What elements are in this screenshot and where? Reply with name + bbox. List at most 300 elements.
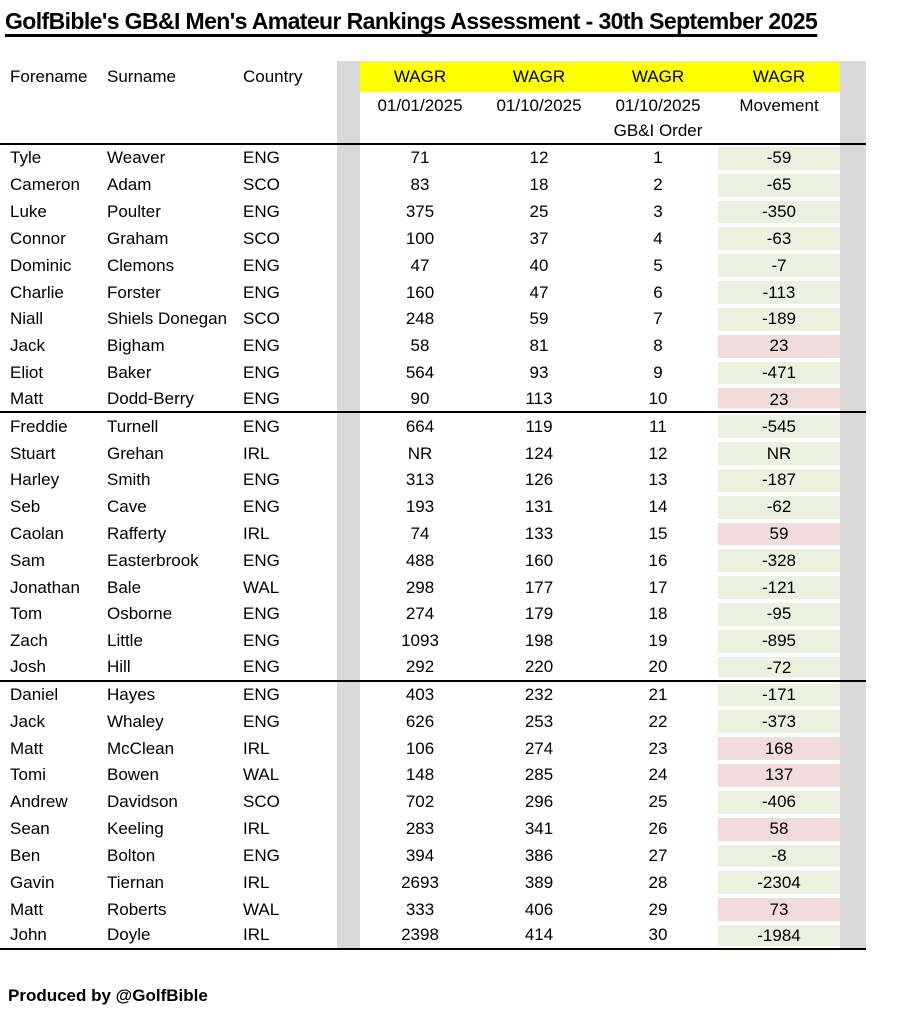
cell-surname: Rafferty xyxy=(107,524,167,543)
table-row xyxy=(0,762,866,789)
cell-movement: 23 xyxy=(718,386,840,413)
cell-wagr-jan: 375 xyxy=(405,202,435,222)
cell-movement: -95 xyxy=(718,601,840,628)
spacer-column xyxy=(337,386,360,413)
spacer-column-right xyxy=(840,92,866,119)
cell-movement: -406 xyxy=(718,789,840,816)
cell-country: WAL xyxy=(243,577,280,597)
cell-gbi-order: 27 xyxy=(648,845,668,865)
cell-surname: Grehan xyxy=(107,443,164,463)
table-row xyxy=(0,199,866,226)
cell-forename: Andrew xyxy=(10,792,68,812)
cell-surname: Shiels Donegan xyxy=(107,309,228,329)
spacer-column-right xyxy=(840,333,866,360)
cell-movement: -121 xyxy=(718,574,840,601)
cell-forename: Connor xyxy=(10,228,66,248)
spacer-column-right xyxy=(840,279,866,306)
spacer-column-right xyxy=(840,252,866,279)
cell-country: SCO xyxy=(243,309,280,329)
cell-gbi-order: 23 xyxy=(648,738,668,758)
spacer-column-right xyxy=(840,923,866,950)
spacer-column-right xyxy=(840,655,866,682)
cell-wagr-jan: 626 xyxy=(405,711,435,731)
header-surname: Surname xyxy=(107,66,176,86)
cell-gbi-order: 9 xyxy=(653,363,663,383)
table-header xyxy=(0,61,866,145)
cell-surname: Turnell xyxy=(107,416,159,436)
cell-gbi-order: 30 xyxy=(598,923,718,950)
spacer-column-right xyxy=(840,843,866,870)
spacer-column-right xyxy=(840,225,866,252)
cell-forename: Harley xyxy=(10,470,60,490)
cell-forename: Sam xyxy=(10,550,45,570)
header-country: Country xyxy=(243,66,303,86)
cell-wagr-oct: 133 xyxy=(524,524,554,543)
cell-gbi-order: 12 xyxy=(648,443,668,463)
cell-movement: 137 xyxy=(718,762,840,789)
cell-wagr-oct: 341 xyxy=(524,819,554,839)
cell-forename: John xyxy=(0,923,104,950)
table-row xyxy=(0,413,866,440)
cell-movement: -350 xyxy=(718,199,840,226)
spacer-column-right xyxy=(840,547,866,574)
cell-wagr-oct: 285 xyxy=(524,765,554,785)
cell-wagr-jan: 2398 xyxy=(360,923,480,950)
cell-country: ENG xyxy=(243,148,280,168)
header-movement-label: Movement xyxy=(739,95,819,115)
cell-wagr-jan: 274 xyxy=(405,604,435,624)
spacer-column xyxy=(337,61,360,92)
cell-gbi-order: 15 xyxy=(648,524,668,543)
spacer-column-right xyxy=(840,896,866,923)
spacer-column xyxy=(337,306,360,333)
cell-gbi-order: 1 xyxy=(653,148,663,168)
cell-gbi-order: 11 xyxy=(649,416,667,436)
cell-country: IRL xyxy=(243,738,270,758)
cell-forename: Cameron xyxy=(10,175,80,195)
spacer-column xyxy=(337,682,360,709)
cell-wagr-jan: 488 xyxy=(405,550,435,570)
page-title: GolfBible's GB&I Men's Amateur Rankings Assessment - 30th September 2025 xyxy=(5,8,818,34)
spacer-column-right xyxy=(840,440,866,467)
spacer-column xyxy=(337,225,360,252)
spacer-column-right xyxy=(840,682,866,709)
cell-country: ENG xyxy=(243,684,280,704)
spacer-column-right xyxy=(840,601,866,628)
spacer-column xyxy=(337,494,360,521)
cell-country: IRL xyxy=(240,923,337,950)
cell-surname: Dodd-Berry xyxy=(104,386,240,413)
header-spacer xyxy=(360,119,480,145)
cell-country: SCO xyxy=(243,175,280,195)
spacer-column-right xyxy=(840,386,866,413)
spacer-column xyxy=(337,923,360,950)
cell-gbi-order: 19 xyxy=(648,631,668,651)
table-row xyxy=(0,440,866,467)
cell-wagr-oct: 126 xyxy=(524,470,554,490)
spacer-column-right xyxy=(840,172,866,199)
cell-wagr-oct: 414 xyxy=(480,923,598,950)
spacer-column xyxy=(337,333,360,360)
cell-gbi-order: 26 xyxy=(648,819,668,839)
cell-country: IRL xyxy=(243,819,270,839)
cell-wagr-oct: 37 xyxy=(529,228,549,248)
cell-surname: Roberts xyxy=(107,899,167,919)
spacer-column xyxy=(337,413,360,440)
cell-wagr-jan: 564 xyxy=(405,363,435,383)
cell-forename: Daniel xyxy=(10,684,59,704)
table-row xyxy=(0,708,866,735)
rankings-table xyxy=(0,61,866,950)
cell-surname: Clemons xyxy=(107,255,175,275)
header-spacer xyxy=(480,119,598,145)
spacer-column-right xyxy=(840,628,866,655)
cell-forename: Jack xyxy=(10,711,45,731)
cell-country: ENG xyxy=(243,497,280,517)
cell-wagr-jan: 71 xyxy=(410,148,430,168)
cell-forename: Luke xyxy=(10,202,47,222)
table-row xyxy=(0,682,866,709)
header-spacer xyxy=(718,119,840,145)
table-row xyxy=(0,252,866,279)
cell-gbi-order: 16 xyxy=(648,550,668,570)
cell-gbi-order: 18 xyxy=(648,604,668,624)
table-row xyxy=(0,574,866,601)
cell-surname: Hill xyxy=(104,655,240,682)
spacer-column xyxy=(337,547,360,574)
table-row xyxy=(0,655,866,682)
spacer-column-right xyxy=(840,574,866,601)
spacer-column xyxy=(337,279,360,306)
cell-gbi-order: 4 xyxy=(653,228,663,248)
header-wagr-oct: WAGR xyxy=(480,61,598,92)
cell-wagr-oct: 59 xyxy=(529,309,549,329)
spacer-column xyxy=(337,574,360,601)
cell-wagr-jan: 1093 xyxy=(401,631,439,651)
table-row xyxy=(0,843,866,870)
cell-gbi-order: 7 xyxy=(653,309,663,329)
cell-country: WAL xyxy=(243,899,280,919)
cell-wagr-jan: 394 xyxy=(405,845,435,865)
cell-surname: Keeling xyxy=(107,819,164,839)
spacer-column xyxy=(337,762,360,789)
cell-wagr-jan: 47 xyxy=(410,255,430,275)
spacer-column-right xyxy=(840,494,866,521)
cell-country: ENG xyxy=(240,655,337,682)
cell-wagr-jan: 90 xyxy=(360,386,480,413)
cell-movement: -189 xyxy=(718,306,840,333)
cell-surname: Easterbrook xyxy=(107,550,199,570)
spacer-column-right xyxy=(840,816,866,843)
spacer-column xyxy=(337,145,360,172)
cell-movement: 23 xyxy=(718,333,840,360)
cell-movement: NR xyxy=(718,440,840,467)
cell-wagr-oct: 232 xyxy=(524,684,554,704)
cell-movement: -72 xyxy=(718,655,840,682)
cell-gbi-order: 24 xyxy=(648,765,668,785)
cell-country: SCO xyxy=(243,228,280,248)
cell-forename: Ben xyxy=(10,845,41,865)
cell-country: ENG xyxy=(243,336,280,356)
cell-surname: Bigham xyxy=(107,336,165,356)
cell-wagr-oct: 113 xyxy=(480,386,598,413)
spacer-column xyxy=(337,521,360,548)
table-row xyxy=(0,225,866,252)
cell-wagr-oct: 274 xyxy=(524,738,554,758)
cell-movement: -1984 xyxy=(718,923,840,950)
cell-gbi-order: 10 xyxy=(598,386,718,413)
spacer-column xyxy=(337,440,360,467)
spacer-column xyxy=(337,869,360,896)
cell-wagr-oct: 198 xyxy=(524,631,554,651)
spacer-column-right xyxy=(840,735,866,762)
cell-forename: Matt xyxy=(10,738,44,758)
cell-wagr-jan: 100 xyxy=(405,228,435,248)
cell-surname: Little xyxy=(107,631,143,651)
header-row-main xyxy=(0,61,866,92)
cell-forename: Tom xyxy=(10,604,43,624)
cell-movement: -65 xyxy=(718,172,840,199)
spacer-column xyxy=(337,601,360,628)
cell-surname: Bale xyxy=(107,577,142,597)
header-date-order: 01/10/2025 xyxy=(615,95,701,115)
cell-gbi-order: 14 xyxy=(648,497,668,517)
cell-forename: Matt xyxy=(0,386,104,413)
cell-country: ENG xyxy=(243,282,280,302)
table-row xyxy=(0,869,866,896)
cell-movement: -7 xyxy=(718,252,840,279)
table-row xyxy=(0,279,866,306)
table-row xyxy=(0,521,866,548)
cell-gbi-order: 3 xyxy=(653,202,663,222)
cell-surname: Whaley xyxy=(107,711,164,731)
spacer-column xyxy=(337,655,360,682)
cell-forename: Zach xyxy=(10,631,48,651)
cell-forename: Niall xyxy=(10,309,44,329)
spacer-column-right xyxy=(840,789,866,816)
cell-gbi-order: 29 xyxy=(648,899,668,919)
cell-forename: Eliot xyxy=(10,363,44,383)
cell-wagr-oct: 25 xyxy=(529,202,549,222)
cell-wagr-jan: 74 xyxy=(410,524,430,543)
spacer-column xyxy=(337,816,360,843)
cell-gbi-order: 8 xyxy=(653,336,663,356)
cell-wagr-oct: 253 xyxy=(524,711,554,731)
cell-wagr-jan: 664 xyxy=(405,416,435,436)
cell-surname: McClean xyxy=(107,738,175,758)
cell-forename: Dominic xyxy=(10,255,72,275)
cell-forename: Gavin xyxy=(10,872,55,892)
cell-wagr-oct: 160 xyxy=(524,550,554,570)
cell-country: ENG xyxy=(243,363,280,383)
cell-movement: -59 xyxy=(718,145,840,172)
cell-movement: 59 xyxy=(718,521,840,548)
header-spacer xyxy=(240,92,337,119)
cell-forename: Jonathan xyxy=(10,577,80,597)
header-spacer xyxy=(0,119,104,145)
cell-movement: -171 xyxy=(718,682,840,709)
header-wagr-jan: WAGR xyxy=(360,61,480,92)
cell-surname: Adam xyxy=(107,175,152,195)
cell-forename: Stuart xyxy=(10,443,56,463)
cell-wagr-oct: 124 xyxy=(524,443,554,463)
header-row-sub2 xyxy=(0,119,866,145)
spacer-column xyxy=(337,843,360,870)
cell-wagr-jan: 292 xyxy=(360,655,480,682)
header-spacer xyxy=(104,119,240,145)
spacer-column-right xyxy=(840,413,866,440)
cell-wagr-oct: 296 xyxy=(524,792,554,812)
cell-wagr-jan: 283 xyxy=(405,819,435,839)
cell-surname: Cave xyxy=(107,497,147,517)
cell-movement: -62 xyxy=(718,494,840,521)
cell-surname: Bowen xyxy=(107,765,159,785)
table-row xyxy=(0,896,866,923)
cell-gbi-order: 28 xyxy=(648,872,668,892)
cell-country: ENG xyxy=(243,711,280,731)
cell-gbi-order: 5 xyxy=(653,255,663,275)
spacer-column xyxy=(337,360,360,387)
spacer-column-right xyxy=(840,360,866,387)
cell-surname: Poulter xyxy=(107,202,161,222)
spacer-column xyxy=(337,628,360,655)
cell-wagr-oct: 177 xyxy=(524,577,554,597)
spacer-column xyxy=(337,467,360,494)
cell-forename: Tyle xyxy=(10,148,42,168)
cell-wagr-jan: 333 xyxy=(405,899,435,919)
cell-wagr-oct: 12 xyxy=(529,148,549,168)
cell-forename: Matt xyxy=(10,899,44,919)
cell-wagr-jan: 58 xyxy=(410,336,430,356)
spacer-column-right xyxy=(840,708,866,735)
cell-surname: Davidson xyxy=(107,792,178,812)
header-forename: Forename xyxy=(10,66,88,86)
spacer-column-right xyxy=(840,467,866,494)
cell-wagr-oct: 47 xyxy=(529,282,549,302)
cell-surname: Forster xyxy=(107,282,161,302)
cell-country: ENG xyxy=(243,631,280,651)
cell-movement: 168 xyxy=(718,735,840,762)
spacer-column-right xyxy=(840,306,866,333)
header-row-sub xyxy=(0,92,866,119)
cell-wagr-oct: 81 xyxy=(529,336,549,356)
table-row xyxy=(0,333,866,360)
cell-surname: Smith xyxy=(107,470,151,490)
spacer-column-right xyxy=(840,145,866,172)
header-wagr-movement: WAGR xyxy=(718,61,840,92)
cell-surname: Bolton xyxy=(107,845,156,865)
header-gbi-order-label: GB&I Order xyxy=(598,119,718,145)
cell-surname: Tiernan xyxy=(107,872,165,892)
cell-movement: -545 xyxy=(718,413,840,440)
table-row xyxy=(0,789,866,816)
cell-movement: -2304 xyxy=(718,869,840,896)
cell-wagr-oct: 389 xyxy=(524,872,554,892)
table-body xyxy=(0,145,866,950)
cell-country: ENG xyxy=(243,550,280,570)
cell-country: ENG xyxy=(243,202,280,222)
table-row xyxy=(0,467,866,494)
spacer-column xyxy=(337,199,360,226)
spacer-column xyxy=(337,708,360,735)
cell-country: ENG xyxy=(243,416,280,436)
cell-wagr-oct: 179 xyxy=(524,604,554,624)
spacer-column xyxy=(337,119,360,145)
cell-country: WAL xyxy=(243,765,280,785)
cell-surname: Doyle xyxy=(104,923,240,950)
cell-movement: -471 xyxy=(718,360,840,387)
cell-forename: Seb xyxy=(10,497,41,517)
cell-wagr-oct: 220 xyxy=(480,655,598,682)
spacer-column xyxy=(337,172,360,199)
table-row xyxy=(0,547,866,574)
table-row xyxy=(0,816,866,843)
cell-country: ENG xyxy=(243,845,280,865)
cell-wagr-oct: 406 xyxy=(524,899,554,919)
cell-forename: Caolan xyxy=(10,524,64,543)
table-row xyxy=(0,601,866,628)
header-spacer xyxy=(0,92,104,119)
cell-country: IRL xyxy=(243,872,270,892)
table-row xyxy=(0,735,866,762)
spacer-column-right xyxy=(840,119,866,145)
cell-forename: Sean xyxy=(10,819,50,839)
cell-movement: -895 xyxy=(718,628,840,655)
cell-gbi-order: 22 xyxy=(648,711,668,731)
cell-wagr-jan: NR xyxy=(407,443,433,463)
header-spacer xyxy=(240,119,337,145)
spacer-column xyxy=(337,252,360,279)
cell-movement: -8 xyxy=(718,843,840,870)
cell-wagr-jan: 193 xyxy=(405,497,435,517)
spacer-column xyxy=(337,735,360,762)
header-date-oct: 01/10/2025 xyxy=(496,95,582,115)
header-wagr-order: WAGR xyxy=(598,61,718,92)
table-row xyxy=(0,145,866,172)
cell-country: IRL xyxy=(243,524,270,543)
cell-wagr-oct: 131 xyxy=(524,497,554,517)
cell-wagr-oct: 93 xyxy=(529,363,549,383)
spacer-column xyxy=(337,896,360,923)
spacer-column-right xyxy=(840,521,866,548)
cell-movement: -187 xyxy=(718,467,840,494)
cell-forename: Freddie xyxy=(10,416,68,436)
cell-gbi-order: 25 xyxy=(648,792,668,812)
spacer-column-right xyxy=(840,762,866,789)
cell-gbi-order: 21 xyxy=(648,684,668,704)
cell-movement: 58 xyxy=(718,816,840,843)
table-row xyxy=(0,172,866,199)
cell-wagr-oct: 386 xyxy=(524,845,554,865)
cell-movement: -328 xyxy=(718,547,840,574)
table-row xyxy=(0,386,866,413)
spacer-column-right xyxy=(840,199,866,226)
cell-movement: -63 xyxy=(718,225,840,252)
cell-surname: Osborne xyxy=(107,604,173,624)
spacer-column-right xyxy=(840,869,866,896)
cell-wagr-jan: 148 xyxy=(405,765,435,785)
header-spacer xyxy=(104,92,240,119)
credit-line: Produced by @GolfBible xyxy=(8,985,208,1005)
cell-wagr-oct: 18 xyxy=(529,175,549,195)
cell-wagr-jan: 2693 xyxy=(401,872,439,892)
cell-wagr-jan: 160 xyxy=(405,282,435,302)
cell-country: ENG xyxy=(243,604,280,624)
table-row xyxy=(0,306,866,333)
cell-wagr-jan: 248 xyxy=(405,309,435,329)
cell-surname: Baker xyxy=(107,363,152,383)
cell-wagr-jan: 313 xyxy=(405,470,435,490)
